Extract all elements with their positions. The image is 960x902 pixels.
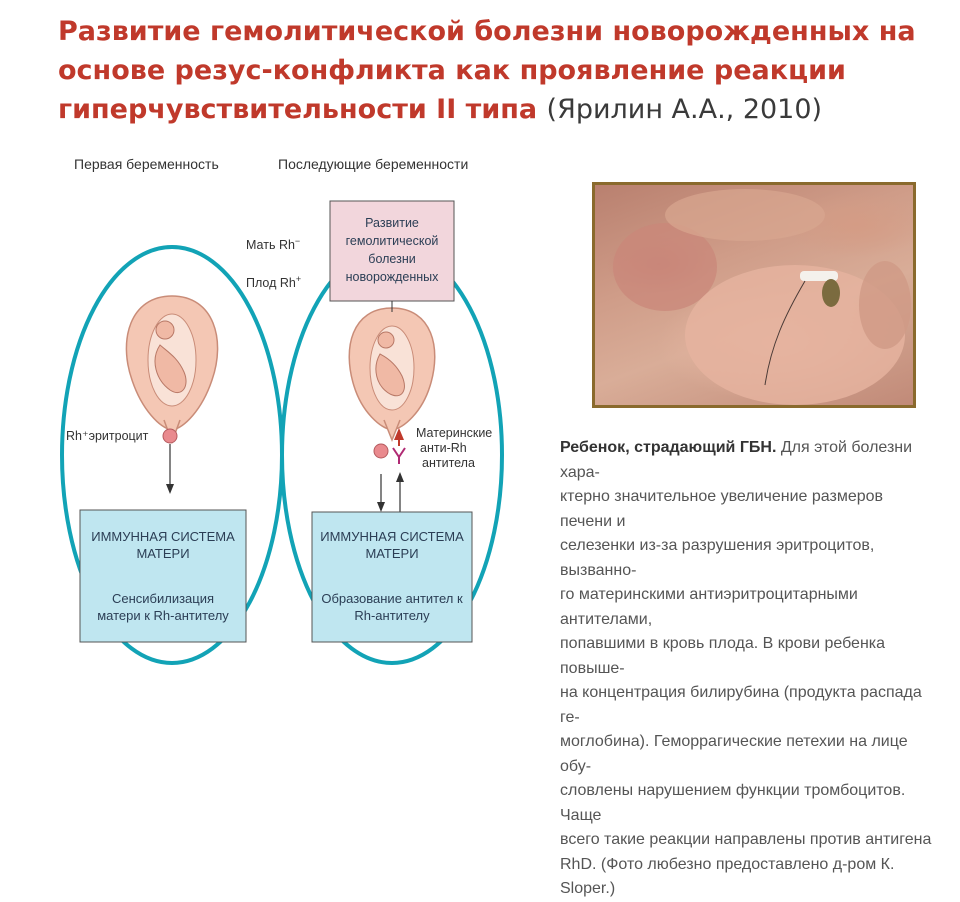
caption-line-7: моглобина). Геморрагические петехии на лице обу- <box>560 733 908 775</box>
label-next-pregnancies: Последующие беременности <box>278 156 469 172</box>
immune-box-right-text <box>312 590 472 624</box>
arrow-down-right <box>377 502 385 512</box>
caption-bold: Ребенок, страдающий ГБН. <box>560 439 777 456</box>
hdn-line-2: гемолитической <box>345 234 439 248</box>
maternal-ab-line-3: антитела <box>422 456 475 470</box>
newborn-photo <box>592 182 916 408</box>
antibody-icon <box>393 448 405 464</box>
immune-left-text-2: матери к Rh-антителу <box>97 608 229 623</box>
caption-line-6: на концентрация билирубина (продукта распада ге- <box>560 684 922 726</box>
caption-line-10: RhD. (Фото любезно предоставлено д-ром К. Sloper.) <box>560 855 895 897</box>
immune-right-title-2: МАТЕРИ <box>365 546 419 561</box>
arrow-down-left <box>166 484 174 494</box>
hdn-line-4: новорожденных <box>345 270 439 284</box>
maternal-ab-line-2: анти-Rh <box>420 441 467 455</box>
slide-title-author: (Ярилин А.А., 2010) <box>546 94 823 125</box>
immune-box-right-title <box>312 528 472 562</box>
arrow-up-right <box>396 472 404 482</box>
rh-erythrocyte-right <box>374 444 388 458</box>
label-maternal-antibodies <box>416 426 492 471</box>
immune-right-text-2: Rh-антителу <box>354 608 430 623</box>
caption-line-5: попавшими в кровь плода. В крови ребенка повыше- <box>560 635 886 677</box>
label-rh-erythrocyte: Rh⁺эритроцит <box>66 429 149 443</box>
newborn-photo-shapes <box>595 185 913 405</box>
uterus-right <box>349 308 435 440</box>
immune-box-left-text <box>80 590 246 624</box>
maternal-ab-line-1: Материнские <box>416 426 493 440</box>
rh-erythrocyte-left <box>163 429 177 443</box>
uterus-left <box>126 296 217 442</box>
immune-left-title-2: МАТЕРИ <box>136 546 190 561</box>
hdn-line-1: Развитие <box>365 216 419 230</box>
immune-box-left-title <box>80 528 246 562</box>
fetus-rh-text: Плод Rh <box>246 276 296 291</box>
caption-line-1: Для этой болезни хара- <box>560 439 913 481</box>
hdn-box-text <box>330 214 454 286</box>
immune-left-title-1: ИММУННАЯ СИСТЕМА <box>91 529 235 544</box>
caption-line-3: селезенки из-за разрушения эритроцитов, вызванно- <box>560 537 875 579</box>
mother-rh-sign: − <box>294 236 301 246</box>
immune-left-text-1: Сенсибилизация <box>111 591 215 606</box>
photo-caption <box>560 436 932 902</box>
label-first-pregnancy: Первая беременность <box>74 156 219 172</box>
caption-line-2: ктерно значительное увеличение размеров печени и <box>560 488 884 530</box>
immune-right-text-1: Образование антител к <box>321 591 463 606</box>
hdn-line-3: болезни <box>368 252 416 266</box>
immune-right-title-1: ИММУННАЯ СИСТЕМА <box>320 529 464 544</box>
caption-line-4: го материнскими антиэритроцитарными антителами, <box>560 586 858 628</box>
fetus-rh-sign: + <box>295 274 302 284</box>
caption-line-8: словлены нарушением функции тромбоцитов. Чаще <box>560 782 906 824</box>
caption-line-9: всего такие реакции направлены против антигена <box>560 831 932 848</box>
mother-rh-text: Мать Rh <box>246 238 295 253</box>
slide-title-text: Развитие гемолитической болезни новорожденных на основе резус-конфликта как проявление реакции гиперчувствительности II типа <box>58 16 916 125</box>
